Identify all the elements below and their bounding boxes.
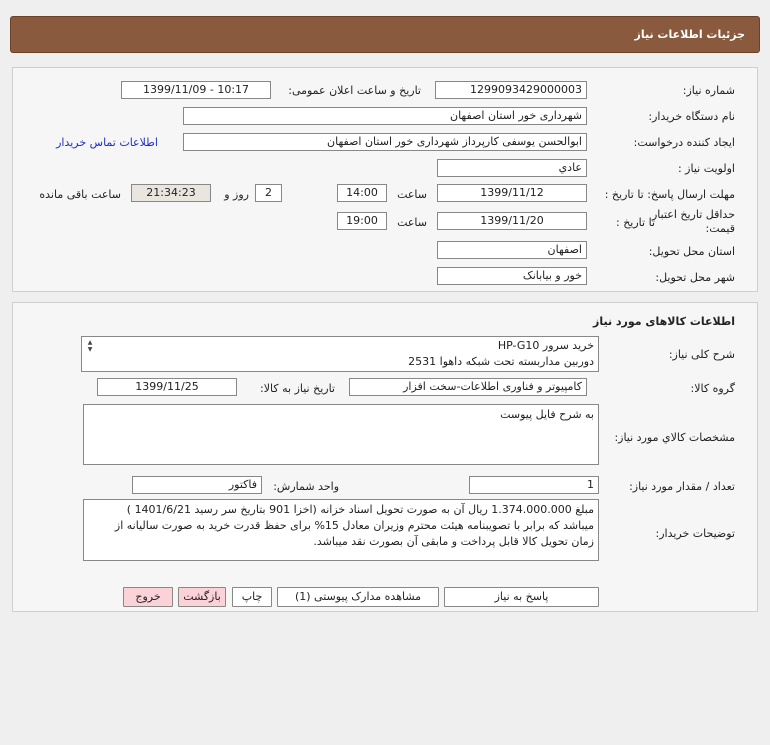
send-time-field: 14:00 [337,184,387,202]
buyer-org-label: نام دستگاه خریدار: [648,110,735,123]
days-label: روز و [224,188,249,201]
goods-panel [12,302,758,612]
validity-label: حداقل تاریخ اعتبار [651,208,735,221]
buyer-notes-line-2: میباشد که برابر با تصویبنامه هیئت محترم وزیران معادل 15% برای حفظ قدرت خرید به صورت سالیانه از [114,519,594,532]
validity-date-label: تا تاریخ : [616,216,655,229]
remaining-time-field: 21:34:23 [131,184,211,202]
page-title: جزئیات اطلاعات نیاز [634,28,745,41]
announce-field: 1399/11/09 - 10:17 [121,81,271,99]
page-header [10,16,760,53]
qty-label: تعداد / مقدار مورد نیاز: [629,480,735,493]
buyer-org-field: شهرداری خور استان اصفهان [183,107,587,125]
buyer-contact-link[interactable]: اطلاعات تماس خریدار [56,136,158,149]
goods-group-label: گروه کالا: [690,382,735,395]
back-button[interactable]: بازگشت [178,587,226,607]
buyer-notes-field [83,499,599,561]
creator-field: ابوالحسن یوسفی کارپرداز شهرداری خور استان اصفهان [183,133,587,151]
unit-label: واحد شمارش: [273,480,339,493]
send-date-field: 1399/11/12 [437,184,587,202]
need-number-label: شماره نیاز: [682,84,735,97]
exit-button[interactable]: خروج [123,587,173,607]
print-button[interactable]: چاپ [232,587,272,607]
reply-button[interactable]: پاسخ به نیاز [444,587,599,607]
validity-time-field: 19:00 [337,212,387,230]
validity-time-label: ساعت [397,216,427,229]
city-field: خور و بیابانک [437,267,587,285]
buyer-notes-line-3: زمان تحویل کالا قابل پرداخت و مابقی آن بصورت نقد میباشد. [313,535,594,548]
creator-label: ایجاد کننده درخواست: [633,136,735,149]
scroll-arrows-icon[interactable]: ▲ ▼ [87,339,93,353]
send-time-label: ساعت [397,188,427,201]
goods-group-field: کامپیوتر و فناوری اطلاعات-سخت افزار [349,378,587,396]
province-label: استان محل تحویل: [648,245,735,258]
description-line-1: خرید سرور HP-G10 [497,339,594,352]
need-number-field: 1299093429000003 [435,81,587,99]
remaining-label: ساعت باقی مانده [39,188,121,201]
goods-section-title: اطلاعات کالاهای مورد نیاز [593,315,735,328]
need-details-panel [12,67,758,292]
need-date-field: 1399/11/25 [97,378,237,396]
specs-label: مشخصات کالاي مورد نیاز: [614,431,735,444]
days-field: 2 [255,184,282,202]
send-deadline-label: مهلت ارسال پاسخ: تا تاریخ : [604,188,735,201]
announce-label: تاریخ و ساعت اعلان عمومی: [288,84,421,97]
description-line-2: دوربین مداربسته تحت شبکه داهوا 2531 [408,355,594,368]
province-field: اصفهان [437,241,587,259]
description-label: شرح کلی نیاز: [668,348,735,361]
validity-date-field: 1399/11/20 [437,212,587,230]
buyer-notes-label: توضیحات خریدار: [655,527,735,540]
qty-field: 1 [469,476,599,494]
specs-field: به شرح فایل پیوست [83,404,599,465]
need-date-label: تاریخ نیاز به کالا: [260,382,335,395]
description-field [81,336,599,372]
view-attachments-button[interactable]: مشاهده مدارک پیوستی (1) [277,587,439,607]
city-label: شهر محل تحویل: [655,271,735,284]
unit-field: فاکتور [132,476,262,494]
priority-field: عادي [437,159,587,177]
validity-label-2: قیمت: [705,222,735,235]
buyer-notes-line-1: مبلغ 1.374.000.000 ریال آن به صورت تحویل اسناد خزانه (اخزا 901 بتاریخ سر رسید 1401/6/21 ) [126,503,594,516]
priority-label: اولویت نیاز : [677,162,735,175]
